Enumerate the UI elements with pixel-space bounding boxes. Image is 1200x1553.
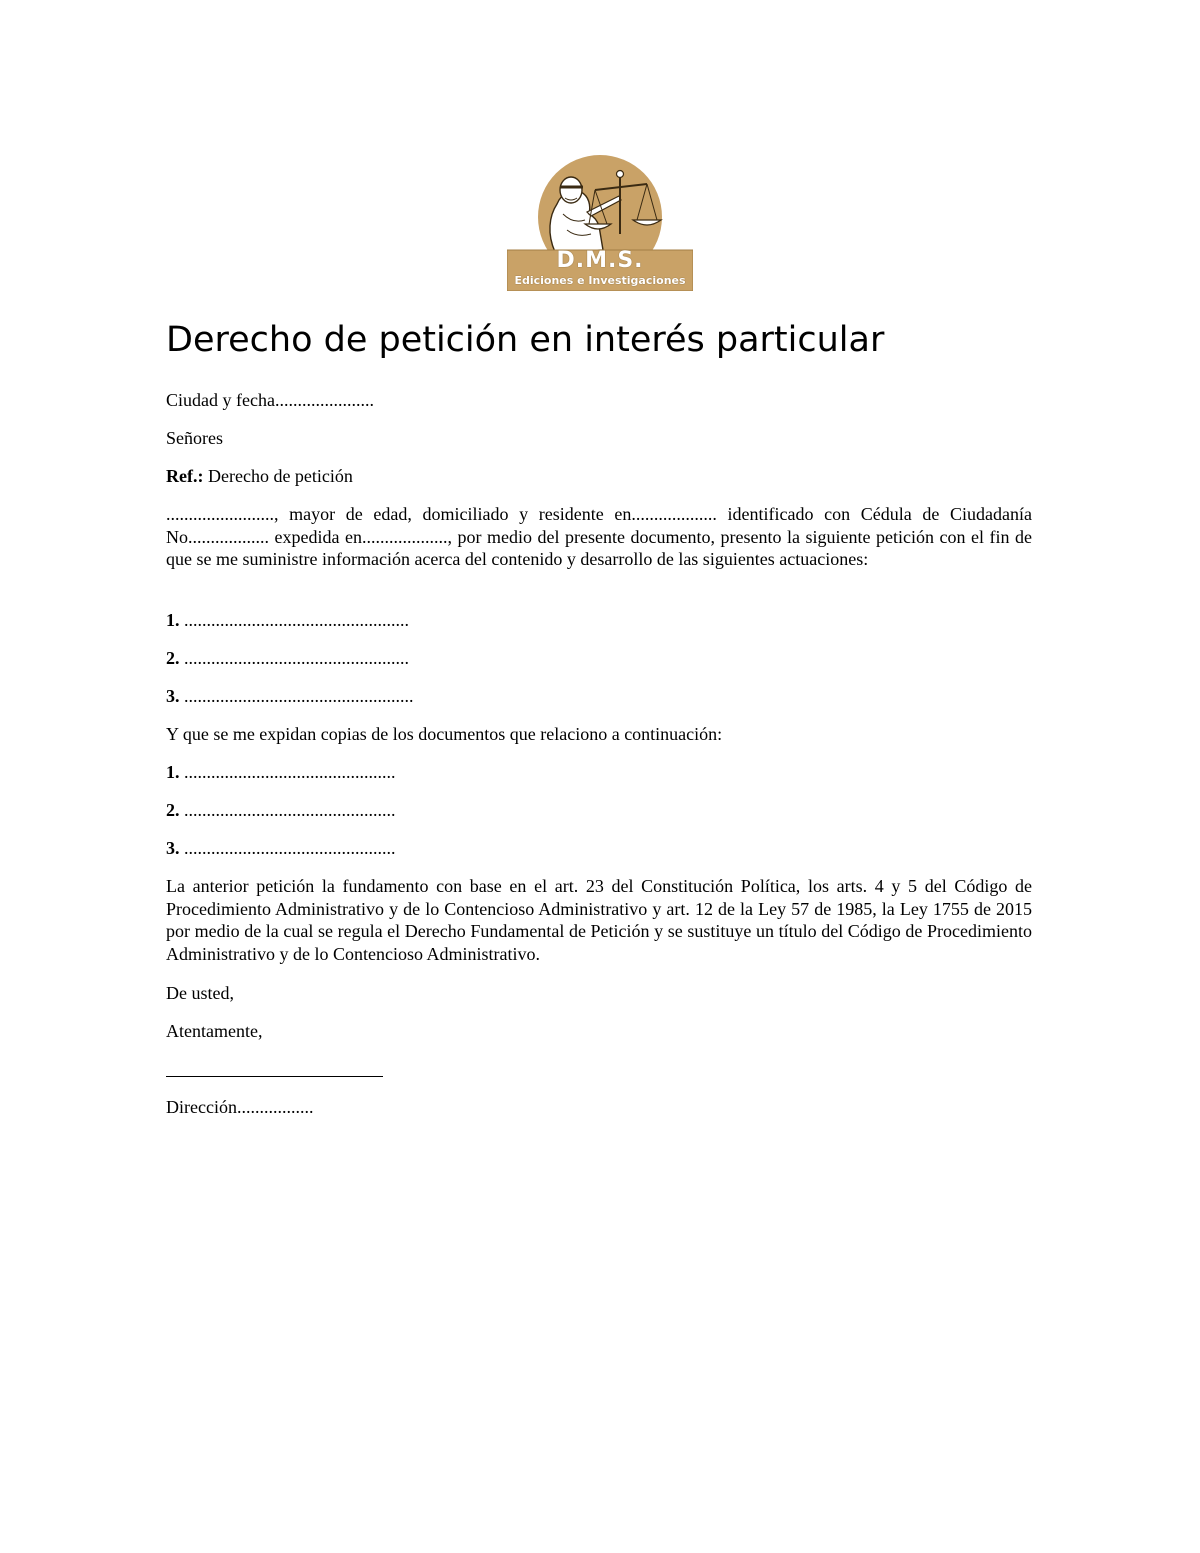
document-item — [166, 799, 396, 822]
action-blank: .................................................. — [179, 648, 409, 668]
action-number: 1. — [166, 610, 180, 630]
document-item — [166, 837, 396, 860]
closing-de-usted: De usted, — [166, 983, 234, 1003]
copies-intro: Y que se me expidan copias de los documentos que relaciono a continuación: — [166, 724, 723, 744]
action-item — [166, 647, 409, 670]
logo-brand: D.M.S. — [556, 248, 644, 273]
salutation: Señores — [166, 428, 223, 448]
document-number: 2. — [166, 800, 180, 820]
dms-logo — [507, 154, 693, 291]
document-blank: ............................................... — [179, 762, 396, 782]
reference-text: Derecho de petición — [203, 466, 353, 486]
signature-line — [166, 1076, 383, 1077]
action-number: 3. — [166, 686, 180, 706]
closing-atentamente: Atentamente, — [166, 1021, 263, 1041]
document-number: 1. — [166, 762, 180, 782]
legal-basis-paragraph: La anterior petición la fundamento con base en el art. 23 del Constitución Política, los arts. 4 y 5 del Código de Procedimiento Administrativo y de lo Contencioso Administrativo y art. 12 de la Ley 57 de 1985, la Ley 1755 de 2015 por medio de la cual se regula el Derecho Fundamental de Petición y se sustituye un título del Código de Procedimiento Administrativo y de lo Contencioso Administrativo. — [166, 876, 1032, 964]
document-blank: ............................................... — [179, 838, 396, 858]
logo-subtitle: Ediciones e Investigaciones — [514, 274, 686, 287]
document-title: Derecho de petición en interés particular — [166, 320, 885, 360]
action-blank: .................................................. — [179, 610, 409, 630]
address-line: Dirección................. — [166, 1097, 314, 1117]
reference-label: Ref.: — [166, 466, 204, 486]
action-item — [166, 685, 414, 708]
action-blank: ................................................... — [179, 686, 414, 706]
intro-paragraph: ........................, mayor de edad, domiciliado y residente en................... identificado con Cédula de Ciudadanía No.................. expedida en..................., por medio del presente documento, presento la siguiente petición con el fin de que se me suministre información acerca del contenido y desarrollo de las siguientes actuaciones: — [166, 504, 1032, 569]
document-number: 3. — [166, 838, 180, 858]
action-item — [166, 609, 409, 632]
document-blank: ............................................... — [179, 800, 396, 820]
action-number: 2. — [166, 648, 180, 668]
city-date-line: Ciudad y fecha...................... — [166, 390, 374, 410]
document-item — [166, 761, 396, 784]
reference-line — [166, 465, 353, 488]
